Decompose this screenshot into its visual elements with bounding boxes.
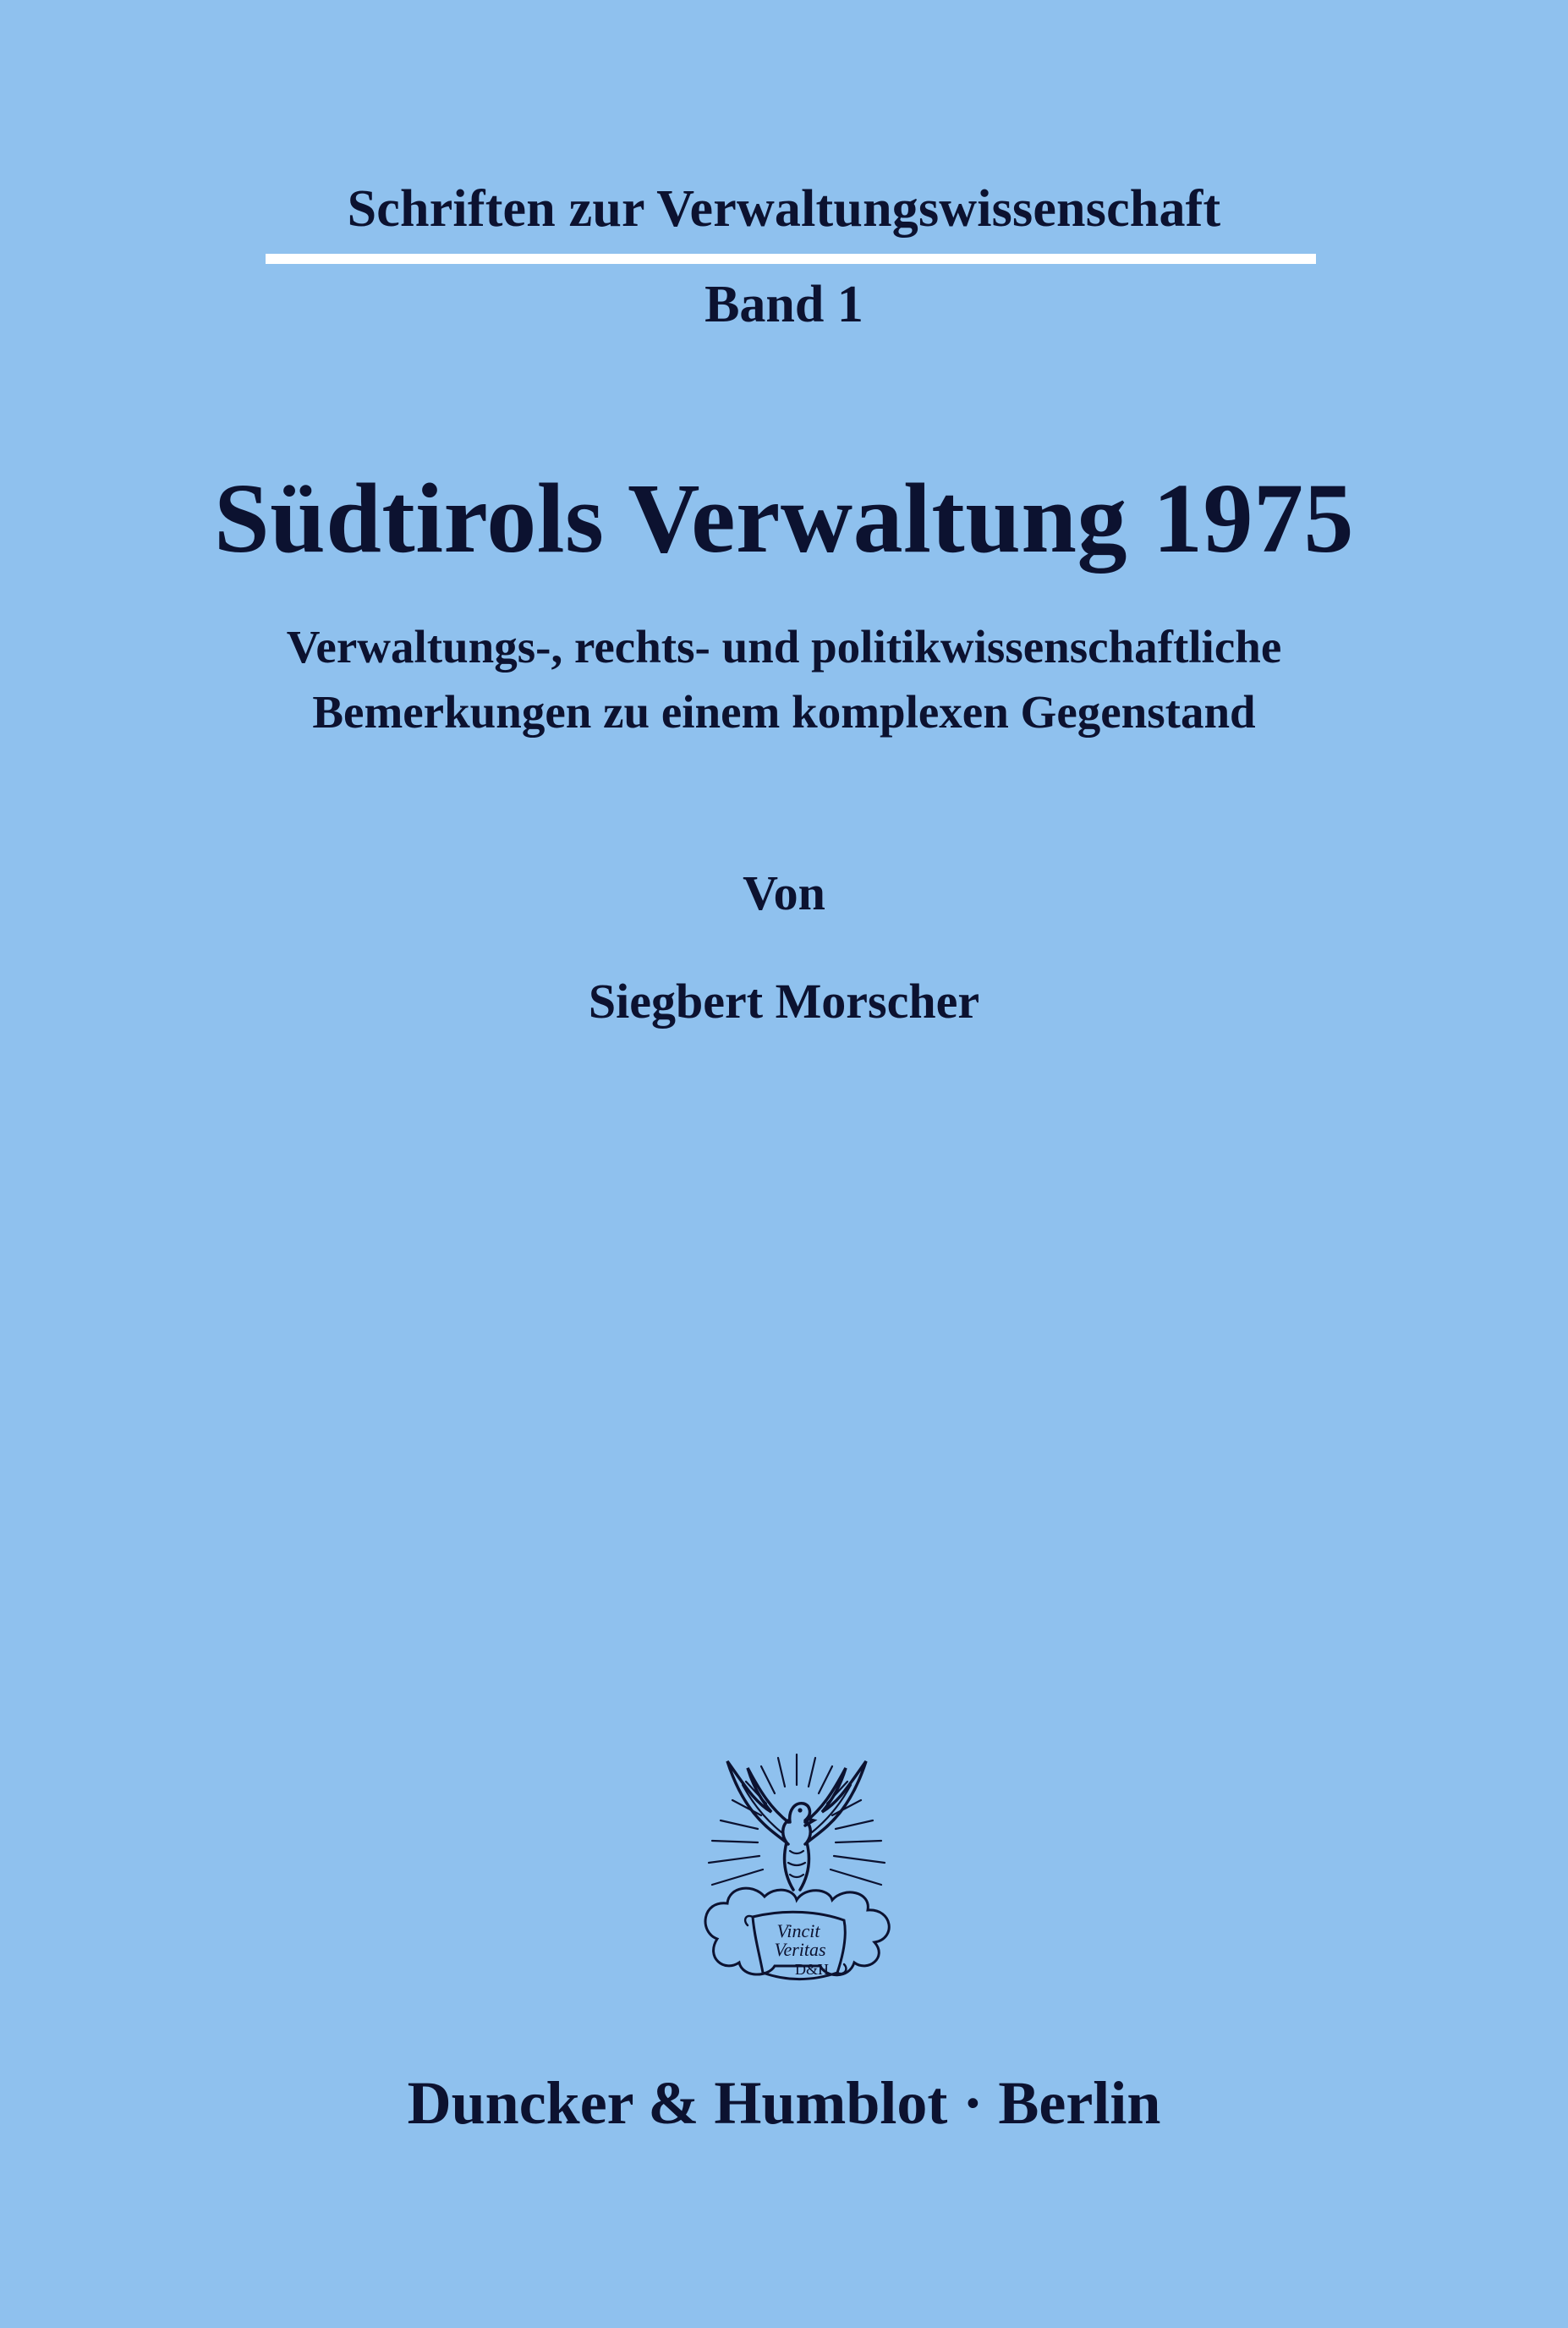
eagle-emblem-icon xyxy=(694,1751,901,2005)
author-name: Siegbert Morscher xyxy=(588,974,980,1029)
series-divider xyxy=(266,254,1316,264)
logo-monogram: D&H xyxy=(795,1961,829,1978)
volume-number: Band 1 xyxy=(705,276,863,333)
series-title: Schriften zur Verwaltungswissenschaft xyxy=(347,180,1221,238)
logo-motto-1: Vincit xyxy=(776,1920,820,1941)
publisher-imprint: Duncker & Humblot · Berlin xyxy=(407,2069,1161,2137)
book-title: Südtirols Verwaltung 1975 xyxy=(214,463,1354,574)
subtitle-line-2: Bemerkungen zu einem komplexen Gegenstand xyxy=(312,686,1256,738)
logo-motto-2: Veritas xyxy=(774,1939,826,1960)
by-label: Von xyxy=(743,865,825,920)
subtitle-line-1: Verwaltungs-, rechts- und politikwissenschaftliche xyxy=(286,621,1282,673)
